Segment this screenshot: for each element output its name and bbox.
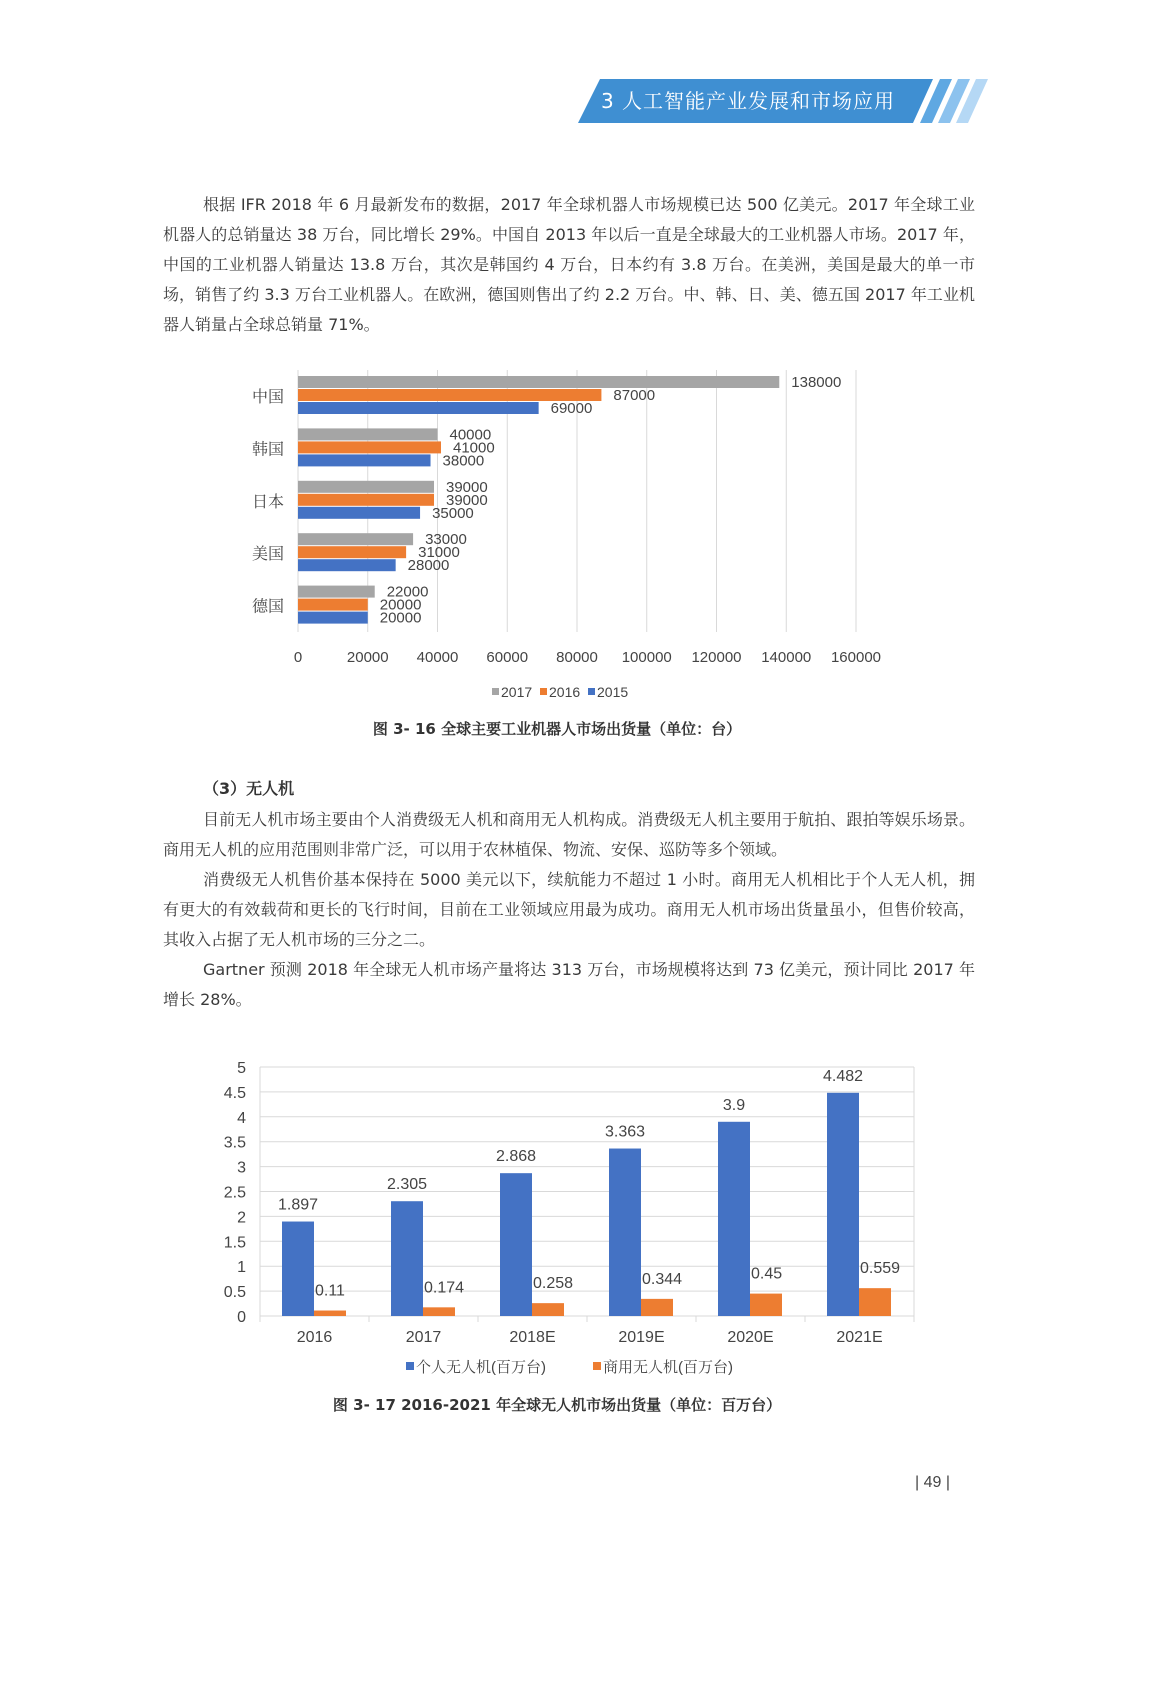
bar [609, 1149, 641, 1316]
paragraph-drone-forecast: Gartner 预测 2018 年全球无人机市场产量将达 313 万台，市场规模将达到 73 亿美元，预计同比 2017 年增长 28%。 [163, 960, 975, 1009]
y-tick-label: 0.5 [223, 1284, 246, 1302]
legend-swatch [406, 1362, 414, 1370]
section-heading-drone: （3）无人机 [203, 779, 295, 798]
legend-label: 2017 [501, 684, 533, 700]
data-label: 3.9 [722, 1096, 746, 1114]
bar [298, 612, 368, 624]
bar [298, 376, 779, 388]
data-label: 4.482 [822, 1067, 864, 1085]
chapter-title: 3 人工智能产业发展和市场应用 [600, 89, 896, 113]
bar [423, 1307, 455, 1316]
data-label: 39000 [446, 478, 488, 496]
data-label: 20000 [379, 596, 422, 614]
page-number: | 49 | [915, 1474, 950, 1491]
x-tick-label: 20000 [346, 649, 389, 666]
data-label: 39000 [446, 491, 488, 509]
paragraph-drone-price: 消费级无人机售价基本保持在 5000 美元以下，续航能力不超过 1 小时。商用无人机相比于个人无人机，拥有更大的有效载荷和更长的飞行时间，目前在工业领域应用最为成功。商用无人机市场出货量虽小，但售价较高，其收入占据了无人机市场的三分之二。 [163, 870, 975, 949]
category-label: 2021E [836, 1329, 883, 1346]
paragraph-drone-market: 目前无人机市场主要由个人消费级无人机和商用无人机构成。消费级无人机主要用于航拍、跟拍等娱乐场景。商用无人机的应用范围则非常广泛，可以用于农林植保、物流、安保、巡防等多个领域。 [163, 810, 975, 859]
data-label: 38000 [442, 452, 485, 470]
x-tick-label: 80000 [556, 649, 598, 666]
data-label: 0.559 [860, 1260, 901, 1278]
legend-swatch [492, 688, 499, 695]
bar [314, 1311, 346, 1316]
paragraph-robot-market: 根据 IFR 2018 年 6 月最新发布的数据，2017 年全球机器人市场规模已达 500 亿美元。2017 年全球工业机器人的总销量达 38 万台，同比增长 29%。中国自 2013 年以后一直是全球最大的工业机器人市场。2017 年，中国的工业机器人销量达 13.8 万台，其次是韩国约 4 万台，日本约有 3.8 万台。在美洲，美国是最大的单一市场，销售了约 3.3 万台工业机器人。在欧洲，德国则售出了约 2.2 万台。中、韩、日、美、德五国 2017 年工业机器人销量占全球总销量 71%。 [163, 195, 975, 334]
category-label: 2016 [296, 1329, 333, 1346]
data-label: 33000 [425, 531, 467, 549]
data-label: 87000 [613, 387, 656, 404]
data-label: 20000 [379, 609, 422, 627]
data-label: 22000 [386, 583, 429, 601]
y-tick-label: 4.5 [223, 1084, 246, 1102]
y-tick-label: 1.5 [223, 1234, 246, 1252]
bar [298, 507, 420, 519]
bar [718, 1122, 750, 1316]
x-tick-label: 100000 [621, 649, 672, 666]
figure-caption-drone: 图 3- 17 2016-2021 年全球无人机市场出货量（单位：百万台） [332, 1396, 782, 1414]
y-tick-label: 4 [237, 1109, 246, 1127]
category-label: 2020E [727, 1329, 774, 1346]
legend-label: 个人无人机(百万台) [416, 1359, 546, 1376]
data-label: 40000 [449, 426, 492, 444]
robot-sales-chart [230, 362, 910, 720]
bar [298, 428, 438, 440]
bar [298, 481, 434, 493]
data-label: 0.258 [533, 1275, 574, 1293]
y-tick-label: 1 [237, 1259, 246, 1277]
bar [298, 454, 431, 466]
category-label: 韩国 [251, 441, 284, 459]
x-tick-label: 140000 [761, 649, 812, 666]
data-label: 1.897 [277, 1196, 319, 1214]
data-label: 138000 [791, 374, 842, 391]
bar [298, 533, 413, 545]
x-tick-label: 40000 [416, 649, 459, 666]
data-label: 0.11 [315, 1282, 345, 1300]
figure-caption-robot: 图 3- 16 全球主要工业机器人市场出货量（单位：台） [372, 720, 742, 738]
bar [298, 599, 368, 611]
x-tick-label: 0 [293, 649, 303, 666]
bar [298, 494, 434, 506]
data-label: 28000 [407, 557, 450, 575]
bar [391, 1201, 423, 1316]
category-label: 美国 [251, 546, 284, 564]
bar [750, 1294, 782, 1316]
x-tick-label: 120000 [691, 649, 742, 666]
category-label: 日本 [251, 493, 284, 511]
y-tick-label: 3.5 [223, 1134, 246, 1152]
data-label: 35000 [432, 504, 474, 522]
bar [500, 1173, 532, 1316]
legend-swatch [593, 1362, 601, 1370]
data-label: 41000 [452, 439, 495, 457]
y-tick-label: 5 [237, 1060, 246, 1077]
category-label: 德国 [251, 598, 284, 616]
data-label: 3.363 [604, 1123, 646, 1141]
legend-label: 2015 [597, 684, 629, 700]
data-label: 2.305 [386, 1176, 428, 1194]
bar [298, 546, 406, 558]
y-tick-label: 2.5 [223, 1184, 246, 1202]
bar [298, 586, 375, 598]
data-label: 2.868 [495, 1148, 537, 1166]
category-label: 2019E [618, 1329, 665, 1346]
category-label: 中国 [251, 389, 284, 406]
data-label: 31000 [418, 544, 460, 562]
bar [859, 1288, 891, 1316]
legend-label: 2016 [549, 684, 581, 700]
legend-label: 商用无人机(百万台) [603, 1359, 733, 1376]
data-label: 0.45 [751, 1265, 783, 1283]
bar [641, 1299, 673, 1316]
category-label: 2018E [509, 1329, 556, 1346]
data-label: 69000 [550, 400, 593, 417]
x-tick-label: 60000 [486, 649, 529, 666]
y-tick-label: 0 [237, 1309, 246, 1326]
bar [298, 402, 539, 414]
legend-swatch [588, 688, 595, 695]
bar [282, 1222, 314, 1316]
data-label: 0.174 [424, 1279, 465, 1297]
y-tick-label: 2 [237, 1209, 246, 1227]
x-tick-label: 160000 [830, 649, 882, 666]
bar [298, 559, 396, 571]
data-label: 0.344 [642, 1270, 683, 1288]
legend-swatch [540, 688, 547, 695]
category-label: 2017 [405, 1329, 442, 1346]
bar [827, 1093, 859, 1316]
bar [298, 441, 441, 453]
y-tick-label: 3 [237, 1159, 246, 1177]
bar [532, 1303, 564, 1316]
drone-shipments-chart [200, 1050, 940, 1388]
